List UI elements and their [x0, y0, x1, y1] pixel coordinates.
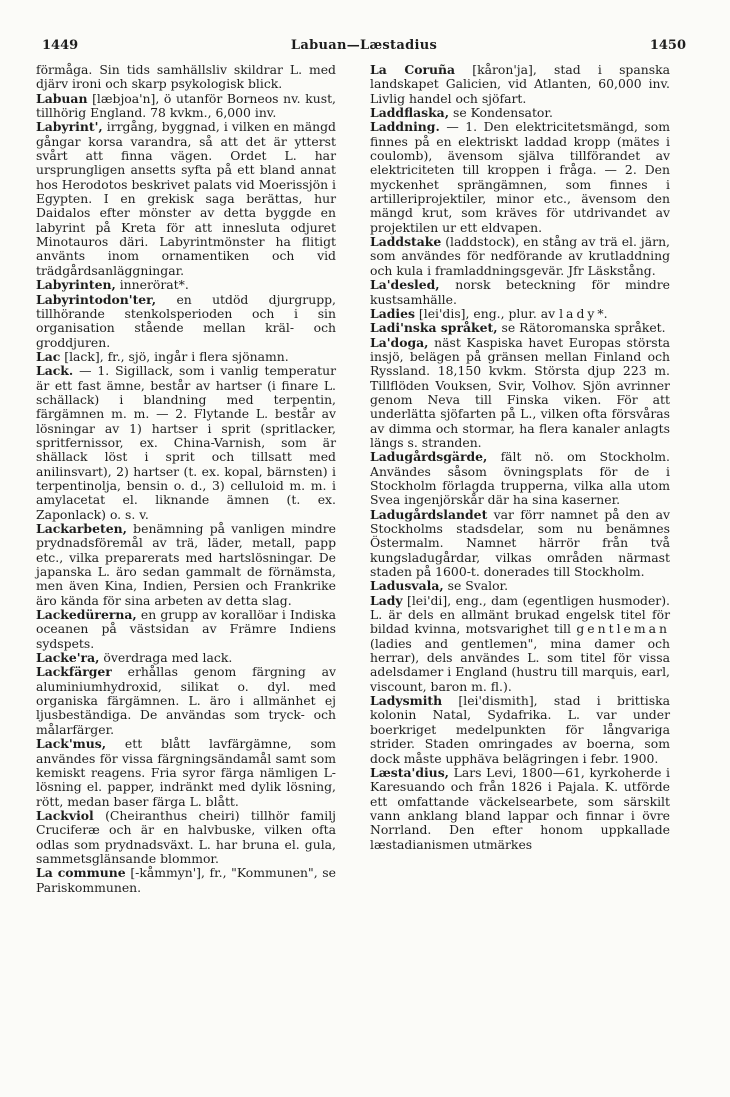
- entry-headword: Laddstake: [370, 234, 442, 250]
- entry-text: se Rätoromanska språket.: [497, 320, 666, 336]
- dictionary-entry: [36, 522, 336, 608]
- dictionary-entry: [36, 866, 336, 895]
- entry-headword: La Coruña: [370, 62, 456, 77]
- entry-headword: Lackedürerna,: [36, 607, 137, 623]
- entry-headword: La'desled,: [370, 277, 440, 293]
- entry-text: [kåron'ja], stad i spanska landskapet Galicien, vid Atlanten, 60,000 inv. Livlig handel och sjöfart.: [370, 62, 670, 106]
- entry-headword: Labyrinten,: [36, 277, 116, 293]
- entry-text: ett blått lavfärgämne, som användes för vissa färgningsändamål samt som kemiskt reagens. Fria syror färga nämligen L-lösning el. papper, indränkt med dylik lösning, rött, medan baser färga L. blått.: [36, 736, 336, 809]
- page-header: [42, 38, 686, 56]
- entry-text: [lei'dismith], stad i brittiska kolonin Natal, Sydafrika. L. var under boerkriget medelpunkten för långvariga strider. Staden omringades av boerna, som dock måste upphäva belägringen i febr. 1900.: [370, 693, 670, 766]
- entry-text: fält nö. om Stockholm. Användes såsom övningsplats för de i Stockholm förlagda trupperna, vilka alla utom Svea ingenjörskår där ha sina kaserner.: [370, 449, 670, 508]
- entry-headword: Labyrint',: [36, 119, 103, 135]
- entry-headword: Lack'mus,: [36, 736, 107, 752]
- dictionary-entry: [370, 336, 670, 451]
- entry-headword: Lackarbeten,: [36, 521, 127, 536]
- dictionary-entry: [370, 766, 670, 852]
- page-number-right: 1450: [649, 38, 686, 53]
- entry-text: benämning på vanligen mindre prydnadsföremål av trä, läder, metall, papp etc., vilka preparerats med hartslösningar. De japanska L. äro sedan gammalt de förnämsta, men även Kina, Indien, Persien och Frankrike äro kända för sina arbeten av detta slag.: [36, 521, 336, 608]
- left-column: [36, 63, 336, 895]
- entry-headword: Labyrintodon'ter,: [36, 291, 157, 307]
- entry-text-tail: (ladies and gentlemen", mina damer och herrar), dels användes L. som titel för vissa adelsdamer i England (hustru till marquis, earl, viscount, baron m. fl.).: [370, 635, 670, 694]
- entry-text: en utdöd djurgrupp, tillhörande stenkolsperioden och i sin organisation stående mellan kräl- och groddjuren.: [36, 291, 336, 350]
- entry-headword: Ladusvala,: [370, 578, 444, 594]
- dictionary-entry: [370, 321, 670, 335]
- dictionary-entry: [36, 809, 336, 866]
- entry-text: — 1. Den elektricitetsmängd, som finnes på en elektriskt laddad kropp (mätes i coulomb), ävensom själva tillförandet av elektriciteten till kroppen i fråga. — 2. Den myckenhet sprängämnen, som finnes i artilleriprojektiler, minor etc., ävensom den mängd krut, som kräves för utdrivandet av projektilen ur ett eldvapen.: [370, 119, 670, 235]
- right-column: [370, 63, 670, 852]
- entry-text: överdraga med lack.: [99, 650, 233, 666]
- entry-headword: Lackfärger: [36, 664, 112, 680]
- dictionary-entry: [36, 608, 336, 651]
- entry-text: [lei'dis], eng., plur. av: [414, 305, 560, 321]
- entry-text: förmåga. Sin tids samhällsliv skildrar L. med djärv ironi och skarp psykologisk blick.: [36, 62, 336, 92]
- dictionary-entry: [370, 63, 670, 106]
- entry-headword: Ladi'nska språket,: [370, 320, 498, 336]
- dictionary-entry: [370, 278, 670, 307]
- dictionary-entry: [36, 651, 336, 665]
- dictionary-entry: [36, 278, 336, 292]
- entry-headword: Ladies: [370, 305, 415, 321]
- dictionary-entry: [370, 307, 670, 321]
- entry-headword: Ladysmith: [370, 693, 443, 709]
- entry-headword: Ladugårdslandet: [370, 506, 488, 522]
- entry-headword: Ladugårdsgärde,: [370, 449, 488, 465]
- page-number-left: 1449: [42, 38, 79, 53]
- dictionary-entry: [370, 106, 670, 120]
- entry-text: var förr namnet på den av Stockholms stadsdelar, som nu benämnes Östermalm. Namnet härrör från två kungsladugårdar, vilkas områden närmast staden på 1600-t. donerades till Stockholm.: [370, 506, 670, 580]
- entry-text: [-kåmmyn'], fr., "Kommunen", se Pariskommunen.: [36, 865, 336, 895]
- dictionary-entry: [36, 737, 336, 809]
- entry-headword: La commune: [36, 865, 126, 881]
- dictionary-entry: [36, 120, 336, 278]
- entry-headword: Laddning.: [370, 119, 440, 135]
- entry-text: näst Kaspiska havet Europas största insjö, belägen på gränsen mellan Finland och Ryssland. 18,150 kvkm. Största djup 223 m. Tillflöden Vouksen, Svir, Volhov. Sjön avrinner genom Neva till Finska viken. För att underlätta sjöfarten på L., vilken ofta försvåras av dimma och stormar, ha flera kanaler anlagts längs s. stranden.: [370, 334, 670, 450]
- entry-headword: Laddflaska,: [370, 105, 450, 121]
- entry-text: innerörat*.: [115, 277, 189, 293]
- entry-headword: Lack.: [36, 363, 74, 379]
- dictionary-entry: [36, 293, 336, 350]
- entry-text-tail: *.: [597, 305, 608, 321]
- entry-text: (laddstock), en stång av trä el. järn, som användes för nedförande av krutladdning och kula i framladdningsgevär. Jfr Läskstång.: [370, 234, 670, 278]
- entry-text: [lack], fr., sjö, ingår i flera sjönamn.: [60, 348, 289, 364]
- dictionary-entry: [36, 63, 336, 92]
- entry-headword: Labuan: [36, 90, 88, 106]
- entry-headword: Læsta'dius,: [370, 764, 449, 780]
- entry-text: en grupp av korallöar i Indiska oceanen på västsidan av Främre Indiens sydspets.: [36, 607, 336, 651]
- entry-text: norsk beteckning för mindre kustsamhälle.: [370, 277, 670, 307]
- dictionary-entry: [36, 665, 336, 737]
- dictionary-entry: [36, 92, 336, 121]
- entry-spaced-word: lady: [559, 305, 598, 321]
- entry-text: erhållas genom färgning av aluminiumhydroxid, silikat o. dyl. med organiska färgämnen. L. äro i allmänhet ej ljusbeständiga. De användas som tryck- och målarfärger.: [36, 664, 336, 737]
- entry-headword: La'doga,: [370, 334, 429, 350]
- entry-text: — 1. Sigillack, som i vanlig temperatur är ett fast ämne, består av hartser (i finare L. schällack) i blandning med terpentin, färgämnen m. m. — 2. Flytande L. består av lösningar av 1) hartser i sprit (spritlacker, spritfernissor, ex. China-Varnish, som är shällack löst i sprit och tillsatt med anilinsvart), 2) hartser (t. ex. kopal, bärnsten) i terpentinolja, bensin o. d., 3) celluloid m. m. i amylacetat el. liknande ämnen (t. ex. Zaponlack) o. s. v.: [36, 363, 336, 522]
- dictionary-entry: [370, 694, 670, 766]
- running-title: Labuan—Læstadius: [290, 38, 438, 53]
- dictionary-entry: [36, 364, 336, 522]
- entry-headword: Lacke'ra,: [36, 650, 100, 666]
- entry-headword: Lady: [370, 592, 403, 608]
- entry-headword: Lac: [36, 348, 61, 364]
- dictionary-entry: [370, 594, 670, 694]
- dictionary-entry: [370, 450, 670, 507]
- entry-spaced-word: gentleman: [576, 621, 670, 637]
- dictionary-entry: [370, 508, 670, 580]
- entry-text: [lei'di], eng., dam (egentligen husmoder). L. är dels en allmänt brukad engelsk titel för bildad kvinna, motsvarighet till: [370, 592, 670, 637]
- entry-text: irrgång, byggnad, i vilken en mängd gångar korsa varandra, så att det är ytterst svårt att finna vägen. Ordet L. har ursprungligen ansetts syfta på ett bland annat hos Herodotos beskrivet palats vid Moerissjön i Egypten. I en grekisk saga berättas, hur Daidalos efter mönster av detta byggde en labyrint på Kreta för att innesluta odjuret Minotauros däri. Labyrintmönster ha flitigt använts inom ornamentiken och vid trädgårdsanläggningar.: [36, 119, 336, 278]
- entry-headword: Lackviol: [36, 807, 94, 823]
- entry-text: se Svalor.: [443, 578, 509, 594]
- entry-text: se Kondensator.: [449, 105, 553, 121]
- dictionary-entry: [370, 579, 670, 593]
- entry-text: [læbjoa'n], ö utanför Borneos nv. kust, tillhörig England. 78 kvkm., 6,000 inv.: [36, 90, 336, 121]
- dictionary-entry: [36, 350, 336, 364]
- dictionary-entry: [370, 120, 670, 235]
- entry-text: (Cheiranthus cheiri) tillhör familj Cruciferæ och är en halvbuske, vilken ofta odlas som prydnadsväxt. L. har bruna el. gula, sammetsglänsande blommor.: [36, 807, 336, 866]
- dictionary-entry: [370, 235, 670, 278]
- entry-text: Lars Levi, 1800—61, kyrkoherde i Karesuando och från 1826 i Pajala. K. utförde ett omfattande väckelsearbete, som särskilt vann anklang bland lappar och finnar i övre Norrland. Den efter honom uppkallade læstadianismen utmärkes: [370, 764, 670, 852]
